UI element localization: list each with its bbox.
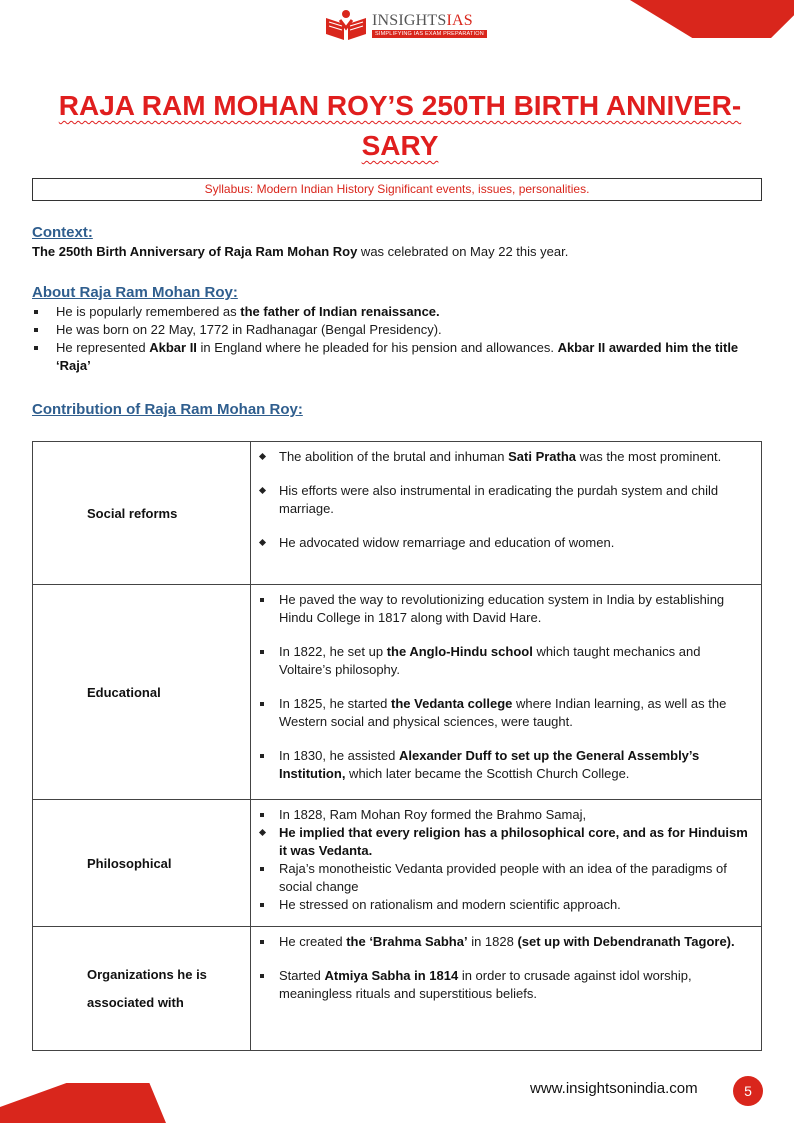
list-item: He advocated widow remarriage and education of women.: [257, 534, 749, 552]
list-item: He is popularly remembered as the father of Indian renaissance.: [32, 303, 764, 321]
category-cell: Educational: [33, 585, 251, 800]
open-book-person-icon: [322, 8, 370, 42]
category-cell: Organizations he is associated with: [33, 927, 251, 1051]
page-title: RAJA RAM MOHAN ROY’S 250TH BIRTH ANNIVER-SARY: [58, 90, 742, 161]
details-cell: [251, 927, 762, 1051]
contribution-table: [32, 441, 762, 1051]
context-text: [32, 243, 764, 261]
logo-name-suffix: IAS: [446, 12, 473, 29]
list-item: He paved the way to revolutionizing education system in India by establishing Hindu College in 1817 along with David Hare.: [257, 591, 749, 627]
table-row: [33, 927, 762, 1051]
details-cell: [251, 800, 762, 927]
page-number-badge: 5: [733, 1076, 763, 1106]
about-heading: About Raja Ram Mohan Roy:: [32, 284, 238, 301]
list-item: He implied that every religion has a philosophical core, and as for Hinduism it was Vedanta.: [257, 824, 749, 860]
list-item: He was born on 22 May, 1772 in Radhanagar (Bengal Presidency).: [32, 321, 764, 339]
list-item: In 1822, he set up the Anglo-Hindu school which taught mechanics and Voltaire’s philosophy.: [257, 643, 749, 679]
context-bold: The 250th Birth Anniversary of Raja Ram Mohan Roy: [32, 244, 358, 259]
details-cell: [251, 585, 762, 800]
category-cell: Social reforms: [33, 442, 251, 585]
website-link[interactable]: www.insightsonindia.com: [530, 1080, 698, 1097]
details-cell: [251, 442, 762, 585]
syllabus-box: Syllabus: Modern Indian History Significant events, issues, personalities.: [32, 178, 762, 201]
table-row: [33, 800, 762, 927]
list-item: He stressed on rationalism and modern scientific approach.: [257, 896, 749, 914]
list-item: In 1830, he assisted Alexander Duff to set up the General Assembly’s Institution, which later became the Scottish Church College.: [257, 747, 749, 783]
list-item: Raja’s monotheistic Vedanta provided people with an idea of the paradigms of social change: [257, 860, 749, 896]
table-row: [33, 585, 762, 800]
list-item: He represented Akbar II in England where he pleaded for his pension and allowances. Akbar II awarded him the title ‘Raja’: [32, 339, 764, 375]
table-row: [33, 442, 762, 585]
logo-name-prefix: INSIGHTS: [372, 12, 447, 29]
corner-decoration-top-right: [630, 0, 794, 38]
list-item: The abolition of the brutal and inhuman Sati Pratha was the most prominent.: [257, 448, 749, 466]
insightsias-logo: [322, 8, 487, 42]
contribution-heading: Contribution of Raja Ram Mohan Roy:: [32, 401, 303, 418]
about-list: [32, 303, 764, 375]
list-item: In 1825, he started the Vedanta college where Indian learning, as well as the Western social and physical sciences, were taught.: [257, 695, 749, 731]
logo-tagline: SIMPLIFYING IAS EXAM PREPARATION: [372, 30, 487, 38]
list-item: In 1828, Ram Mohan Roy formed the Brahmo Samaj,: [257, 806, 749, 824]
list-item: He created the ‘Brahma Sabha’ in 1828 (set up with Debendranath Tagore).: [257, 933, 749, 951]
category-cell: Philosophical: [33, 800, 251, 927]
context-rest: was celebrated on May 22 this year.: [357, 244, 569, 259]
context-heading: Context:: [32, 224, 93, 241]
list-item: His efforts were also instrumental in eradicating the purdah system and child marriage.: [257, 482, 749, 518]
corner-decoration-bottom-left: [0, 1083, 166, 1123]
list-item: Started Atmiya Sabha in 1814 in order to crusade against idol worship, meaningless rituals and superstitious beliefs.: [257, 967, 749, 1003]
